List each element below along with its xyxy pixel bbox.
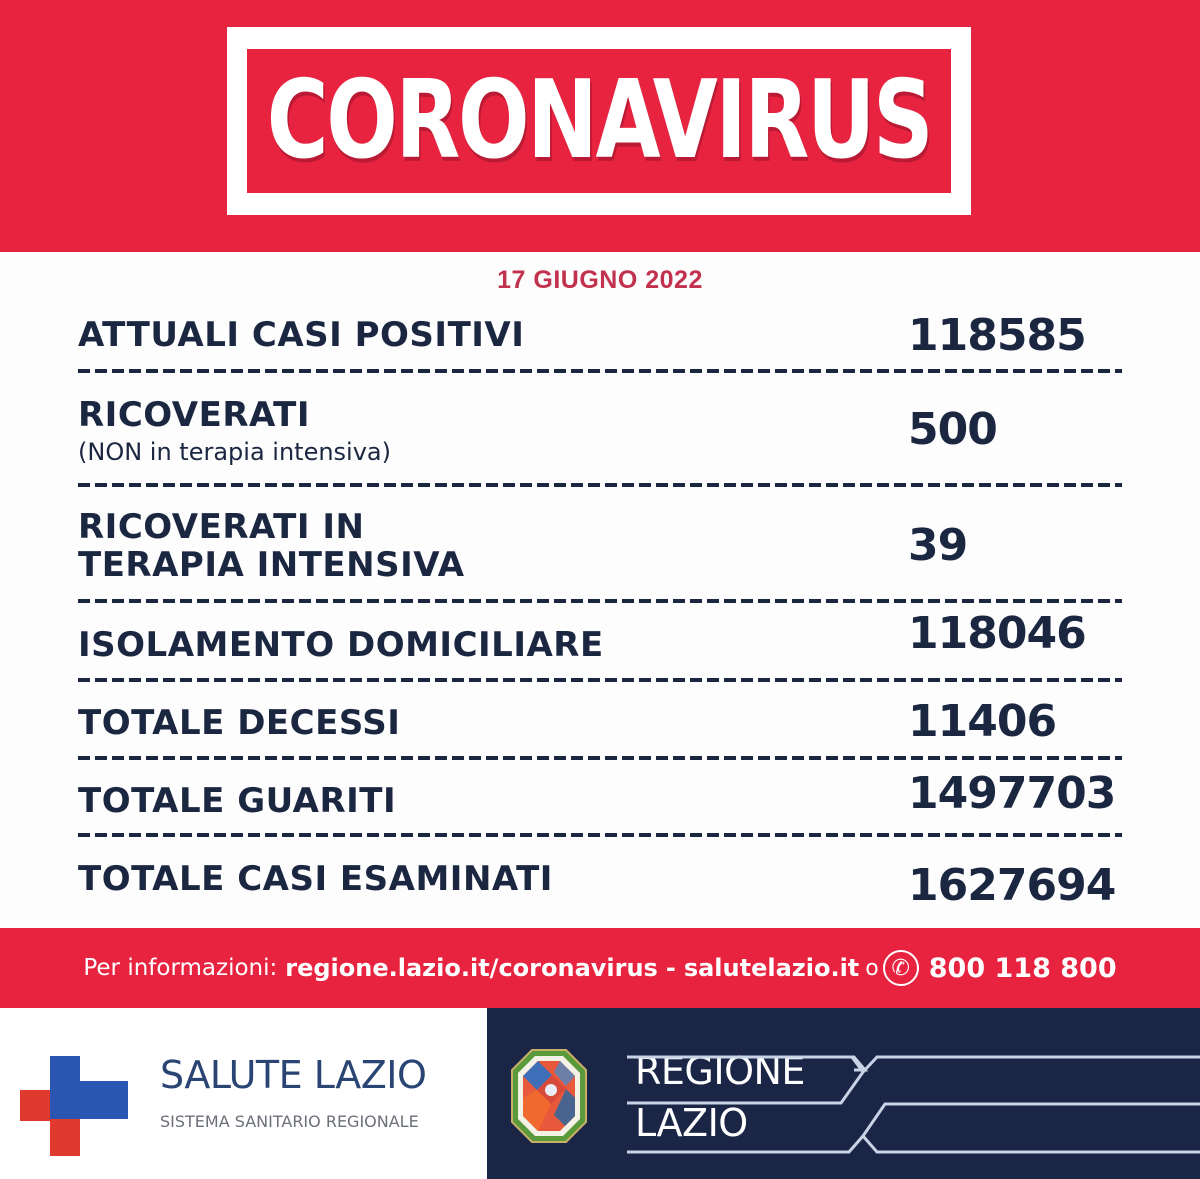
info-prefix: Per informazioni: <box>83 955 278 981</box>
regione-text-line2: LAZIO <box>635 1101 748 1145</box>
stat-value: 500 <box>908 404 997 455</box>
salutelazio-link[interactable]: salutelazio.it <box>683 954 860 982</box>
page-title: CORONAVIRUS <box>266 58 932 183</box>
title-frame <box>227 27 971 215</box>
report-date: 17 GIUGNO 2022 <box>497 266 703 294</box>
stat-label: ISOLAMENTO DOMICILIARE <box>78 625 604 665</box>
phone-icon: ✆ <box>883 950 919 986</box>
dashed-divider <box>78 369 1122 373</box>
stat-label-line2: TERAPIA INTENSIVA <box>78 545 465 585</box>
title-box <box>247 49 951 193</box>
stat-label: RICOVERATI <box>78 395 311 435</box>
stat-value: 39 <box>908 520 968 571</box>
stat-value: 1497703 <box>908 768 1116 819</box>
dashed-divider <box>78 678 1122 682</box>
stat-value: 11406 <box>908 696 1057 747</box>
info-separator: - <box>665 954 676 982</box>
regione-text-line1: REGIONE <box>635 1049 805 1093</box>
stat-label: TOTALE CASI ESAMINATI <box>78 859 553 899</box>
regione-link[interactable]: regione.lazio.it/coronavirus <box>285 954 658 982</box>
dashed-divider <box>78 483 1122 487</box>
header-banner <box>0 0 1200 252</box>
stat-value: 118046 <box>908 608 1086 659</box>
info-or: o <box>865 955 879 981</box>
salute-lazio-logo <box>0 1008 487 1179</box>
regional-coat-of-arms-icon <box>510 1048 588 1144</box>
info-bar <box>0 928 1200 1008</box>
stat-label-line1: RICOVERATI IN <box>78 507 365 547</box>
dashed-divider <box>78 756 1122 760</box>
stat-label: TOTALE GUARITI <box>78 781 397 821</box>
phone-number[interactable]: 800 118 800 <box>928 952 1117 984</box>
stat-label: ATTUALI CASI POSITIVI <box>78 315 525 355</box>
dashed-divider <box>78 599 1122 603</box>
salute-lazio-title: SALUTE LAZIO <box>160 1053 427 1097</box>
stat-sublabel: (NON in terapia intensiva) <box>78 438 391 466</box>
regione-lazio-logo <box>487 1008 1200 1179</box>
dashed-divider <box>78 833 1122 837</box>
stat-value: 1627694 <box>908 860 1116 911</box>
stat-label: TOTALE DECESSI <box>78 703 401 743</box>
stat-value: 118585 <box>908 310 1086 361</box>
salute-lazio-subtitle: SISTEMA SANITARIO REGIONALE <box>160 1112 419 1131</box>
decorative-lines <box>627 1048 1200 1158</box>
